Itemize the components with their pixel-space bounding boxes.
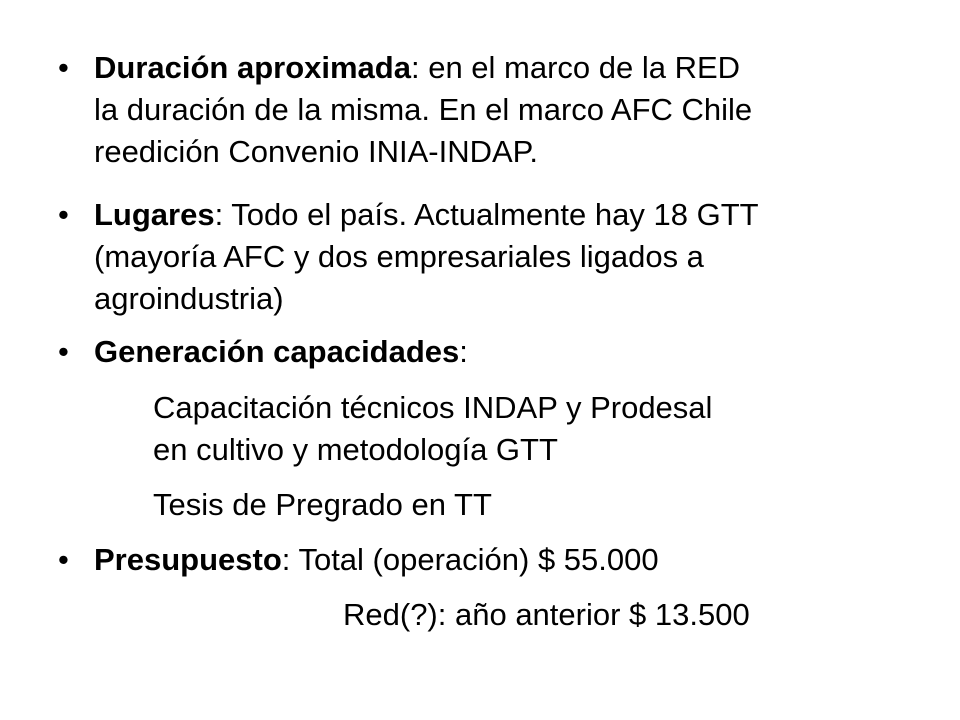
duracion-line-1: Duración aproximada: en el marco de la RED — [94, 50, 741, 85]
generacion-sub-2: en cultivo y metodología GTT — [153, 432, 558, 467]
generacion-sub-1: Capacitación técnicos INDAP y Prodesal — [153, 390, 713, 425]
generacion-sub-3: Tesis de Pregrado en TT — [153, 487, 492, 522]
presupuesto-line-1: Presupuesto: Total (operación) $ 55.000 — [94, 542, 659, 577]
lugares-heading: Lugares — [94, 197, 215, 232]
presupuesto-sub: Red(?): año anterior $ 13.500 — [343, 597, 750, 632]
bullet-marker: • — [58, 197, 69, 232]
duracion-line-3: reedición Convenio INIA-INDAP. — [94, 134, 538, 169]
bullet-marker: • — [58, 542, 69, 577]
generacion-line-1: Generación capacidades: — [94, 334, 468, 369]
lugares-line-3: agroindustria) — [94, 281, 284, 316]
presupuesto-heading: Presupuesto — [94, 542, 282, 577]
duracion-line-2: la duración de la misma. En el marco AFC Chile — [94, 92, 753, 127]
bullet-marker: • — [58, 334, 69, 369]
bullet-marker: • — [58, 50, 69, 85]
generacion-heading: Generación capacidades — [94, 334, 460, 369]
duracion-heading: Duración aproximada — [94, 50, 411, 85]
lugares-line-2: (mayoría AFC y dos empresariales ligados a — [94, 239, 704, 274]
lugares-line-1: Lugares: Todo el país. Actualmente hay 18 GTT — [94, 197, 759, 232]
